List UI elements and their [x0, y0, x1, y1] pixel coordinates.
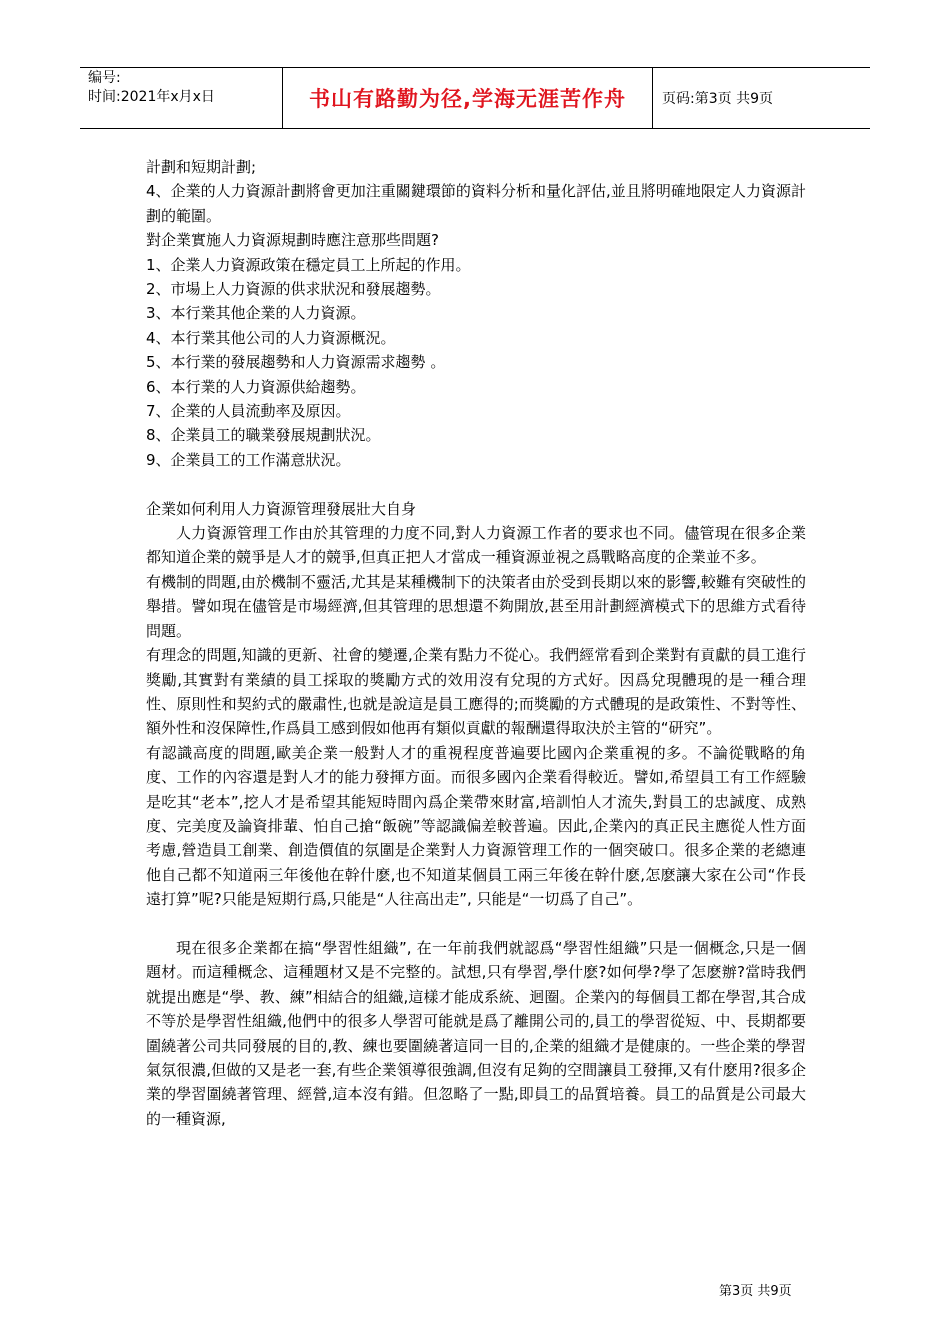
body-paragraph: 有機制的問題,由於機制不靈活,尤其是某種機制下的決策者由於受到長期以來的影響,較難有突破性的舉措。譬如現在儘管是市場經濟,但其管理的思想還不夠開放,甚至用計劃經濟模式下的思維方式看待問題。 [146, 572, 806, 640]
document-body [146, 155, 806, 1131]
body-line: 8、企業員工的職業發展規劃狀況。 [146, 426, 381, 445]
page-header [80, 67, 870, 129]
body-line: 3、本行業其他企業的人力資源。 [146, 304, 366, 323]
body-line: 4、本行業其他公司的人力資源概況。 [146, 328, 396, 347]
header-page-number: 页码:第3页 共9页 [662, 91, 773, 107]
body-paragraph: 有認識高度的問題,歐美企業一般對人才的重視程度普遍要比國內企業重視的多。不論從戰略的角度、工作的內容還是對人才的能力發揮方面。而很多國內企業看得較近。譬如,希望員工有工作經驗是吃其“老本”,挖人才是希望其能短時間內爲企業帶來財富,培訓怕人才流失,對員工的忠誠度、成熟度、完美度及論資排輩、怕自己搶“飯碗”等認識偏差較普遍。因此,企業內的真正民主應從人性方面考慮,營造員工創業、創造價值的氛圍是企業對人力資源管理工作的一個突破口。很多企業的老總連他自己都不知道兩三年後他在幹什麽,也不知道某個員工兩三年後在幹什麽,怎麽讓大家在公司“作長遠打算”呢?只能是短期行爲,只能是“人往高出走”, 只能是“一切爲了自己”。 [146, 743, 806, 909]
body-paragraph: 人力資源管理工作由於其管理的力度不同,對人力資源工作者的要求也不同。儘管現在很多企業都知道企業的競爭是人才的競爭,但真正把人才當成一種資源並視之爲戰略高度的企業並不多。 [146, 524, 806, 567]
body-line: 7、企業的人員流動率及原因。 [146, 402, 351, 421]
document-number-label: 编号: [88, 70, 121, 86]
spacer [146, 912, 806, 936]
body-line: 對企業實施人力資源規劃時應注意那些問題? [146, 231, 439, 250]
spacer [146, 472, 806, 496]
header-motto: 书山有路勤为径,学海无涯苦作舟 [309, 87, 626, 111]
body-paragraph: 有理念的問題,知識的更新、社會的變遷,企業有點力不從心。我們經常看到企業對有貢獻的員工進行獎勵,其實對有業績的員工採取的獎勵方式的效用沒有兌現的方式好。因爲兌現體現的是一種合理性、原則性和契約式的嚴肅性,也就是說這是員工應得的;而獎勵的方式體現的是政策性、不對等性、額外性和沒保障性,作爲員工感到假如他再有類似貢獻的報酬還得取決於主管的“研究”。 [146, 646, 806, 738]
body-line: 1、企業人力資源政策在穩定員工上所起的作用。 [146, 255, 471, 274]
header-divider-right [652, 67, 653, 129]
page-footer: 第3页 共9页 [719, 1284, 792, 1299]
body-line: 計劃和短期計劃; [146, 158, 257, 176]
section-title: 企業如何利用人力資源管理發展壯大自身 [146, 499, 417, 518]
document-time-label: 时间:2021年x月x日 [88, 89, 215, 105]
body-line: 9、企業員工的工作滿意狀況。 [146, 450, 351, 469]
body-paragraph: 現在很多企業都在搞“學習性組織”, 在一年前我們就認爲“學習性組織”只是一個概念,只是一個題材。而這種概念、這種題材又是不完整的。試想,只有學習,學什麽?如何學?學了怎麽辦?當時我們就提出應是“學、教、練”相結合的組織,這樣才能成系統、迴圈。企業內的每個員工都在學習,其合成不等於是學習性組織,他們中的很多人學習可能就是爲了離開公司的,員工的學習從短、中、長期都要圍繞著公司共同發展的目的,教、練也要圍繞著這同一目的,企業的組織才是健康的。一些企業的學習氣氛很濃,但做的又是老一套,有些企業領導很強調,但沒有足夠的空間讓員工發揮,又有什麽用?很多企業的學習圍繞著管理、經營,這本沒有錯。但忽略了一點,即員工的品質培養。員工的品質是公司最大的一種資源, [146, 938, 806, 1128]
body-line: 5、本行業的發展趨勢和人力資源需求趨勢 。 [146, 353, 446, 372]
header-meta [88, 69, 280, 107]
body-line: 6、本行業的人力資源供給趨勢。 [146, 377, 366, 396]
body-line: 2、市場上人力資源的供求狀況和發展趨勢。 [146, 280, 441, 299]
body-line: 4、企業的人力資源計劃將會更加注重關鍵環節的資料分析和量化評估,並且將明確地限定人力資源計劃的範圍。 [146, 182, 806, 225]
